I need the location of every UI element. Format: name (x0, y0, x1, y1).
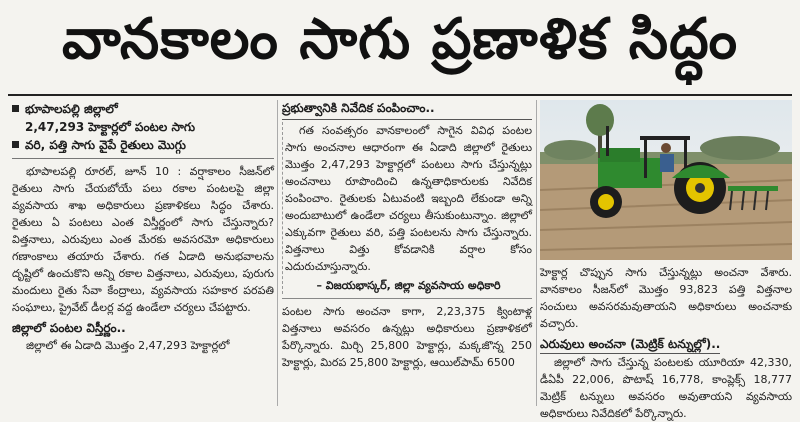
highlight-2-text: వరి, పత్తి సాగు వైపే రైతులు మొగ్గు (25, 138, 186, 152)
photo-tractor (540, 100, 792, 260)
headline: వానకాలం సాగు ప్రణాళిక సిద్ధం (61, 6, 739, 72)
sidebar-box-title: ప్రభుత్వానికి నివేదిక పంపించాం.. (282, 100, 532, 120)
bullet-square-icon (12, 105, 19, 112)
headline-rule (8, 94, 792, 96)
highlight-1-line2: 2,47,293 హెక్టార్లలో పంటల సాగు (25, 120, 196, 134)
article-lead-paragraph: భూపాలపల్లి రూరల్, జూన్ 10 : వర్షాకాలం సీజన్‌లో రైతులు సాగు చేయబోయే పలు రకాల పంటలపై జిల్లా వ్యవసాయ శాఖ అధికారులు ప్రణాళికలు సిద్ధం చేశారు. రైతులు ఏ పంటలు ఎంత విస్తీర్ణంలో సాగు చేస్తున్నారు? విత్తనాలు, ఎరువులు ఎంత మేరకు అవసరమో అధికారులు గణాంకాలు తయారు చేశారు. గత ఏడాది అనుభవాలను దృష్టిలో ఉంచుకొని అన్ని రకాల విత్తనాలు, ఎరువులు, పురుగు మందులు రైతు సేవా కేంద్రాలు, వ్యవసాయ సహకార పరపతి సంఘాలు, ప్రైవేట్ డీలర్ల వద్ద ఉండేలా చర్యలు చేపట్టారు. (12, 165, 274, 314)
highlight-1-line1: భూపాలపల్లి జిల్లాలో (25, 102, 118, 116)
article-paragraph: జిల్లాలో ఈ ఏడాది మొత్తం 2,47,293 హెక్టార్లలో (26, 339, 230, 352)
divider (282, 298, 532, 299)
bullet-square-icon (12, 141, 19, 148)
column-middle (282, 100, 532, 371)
column-right (540, 100, 792, 422)
article-paragraph: జిల్లాలో సాగు చేస్తున్న పంటలకు యూరియా 42,330, డీఏపీ 22,006, పొటాష్ 16,778, కాంప్లెక్స్ 18,777 మెట్రిక్ టన్నులు అవసరం అవుతాయని వ్యవసాయ అధికారులు నివేదికలో పేర్కొన్నారు. (540, 356, 792, 420)
article-paragraph: పంటల సాగు అంచనా కాగా, 2,23,375 క్వింటాళ్ల విత్తనాలు అవసరం ఉన్నట్లు అధికారులు ప్రణాళికలో పేర్కొన్నారు. మిర్చి 25,800 హెక్టార్లు, మక్కజొన్న 250 హెక్టార్లు, మిరప 25,800 హెక్టార్లు, ఆయిల్‌పామ్ 6500 (282, 305, 532, 369)
sidebar-box (282, 122, 532, 294)
sidebar-box-body: గత సంవత్సరం వానకాలంలో సాగైన వివిధ పంటల సాగు అంచనాల ఆధారంగా ఈ ఏడాది జిల్లాలో రైతులు మొత్తం 2,47,293 హెక్టార్లలో పంటలు సాగు చేస్తున్నట్లు అంచనాలు రూపొందించి ఉన్నతాధికారులకు నివేదిక పంపించాం. రైతులకు ఏటువంటి ఇబ్బంది లేకుండా అన్ని అందుబాటులో ఉండేలా చర్యలు తీసుకుంటున్నాం. జిల్లాలో ఎక్కువగా రైతులు వరి, పత్తి పంటలను సాగు చేస్తున్నారు. విత్తనాలు విత్తు కోవడానికి వర్షాల కోసం ఎదురుచూస్తున్నారు. (285, 124, 532, 273)
column-left (12, 100, 274, 354)
highlight-2 (12, 136, 274, 154)
article-paragraph: హెక్టార్ల చొప్పున సాగు చేస్తున్నట్లు అంచనా వేశారు. వానకాలం సీజన్‌లో మొత్తం 93,823 పత్తి విత్తనాల సంచులు అవసరమవుతాయని అధికారులు అంచనాకు వచ్చారు. (540, 266, 792, 330)
highlight-1 (12, 100, 274, 118)
quote-signature: – విజయభాస్కర్, జిల్లా వ్యవసాయ అధికారి (316, 279, 501, 292)
column-divider (536, 100, 537, 406)
section-subhead-crop-area: జిల్లాలో పంటల విస్తీర్ణం.. (12, 321, 126, 335)
tractor-photo-illustration (540, 100, 792, 260)
divider (12, 158, 274, 159)
column-divider (277, 100, 278, 406)
section-subhead-fertilizer: ఎరువులు అంచనా (మెట్రిక్ టన్నుల్లో).. (540, 335, 720, 354)
